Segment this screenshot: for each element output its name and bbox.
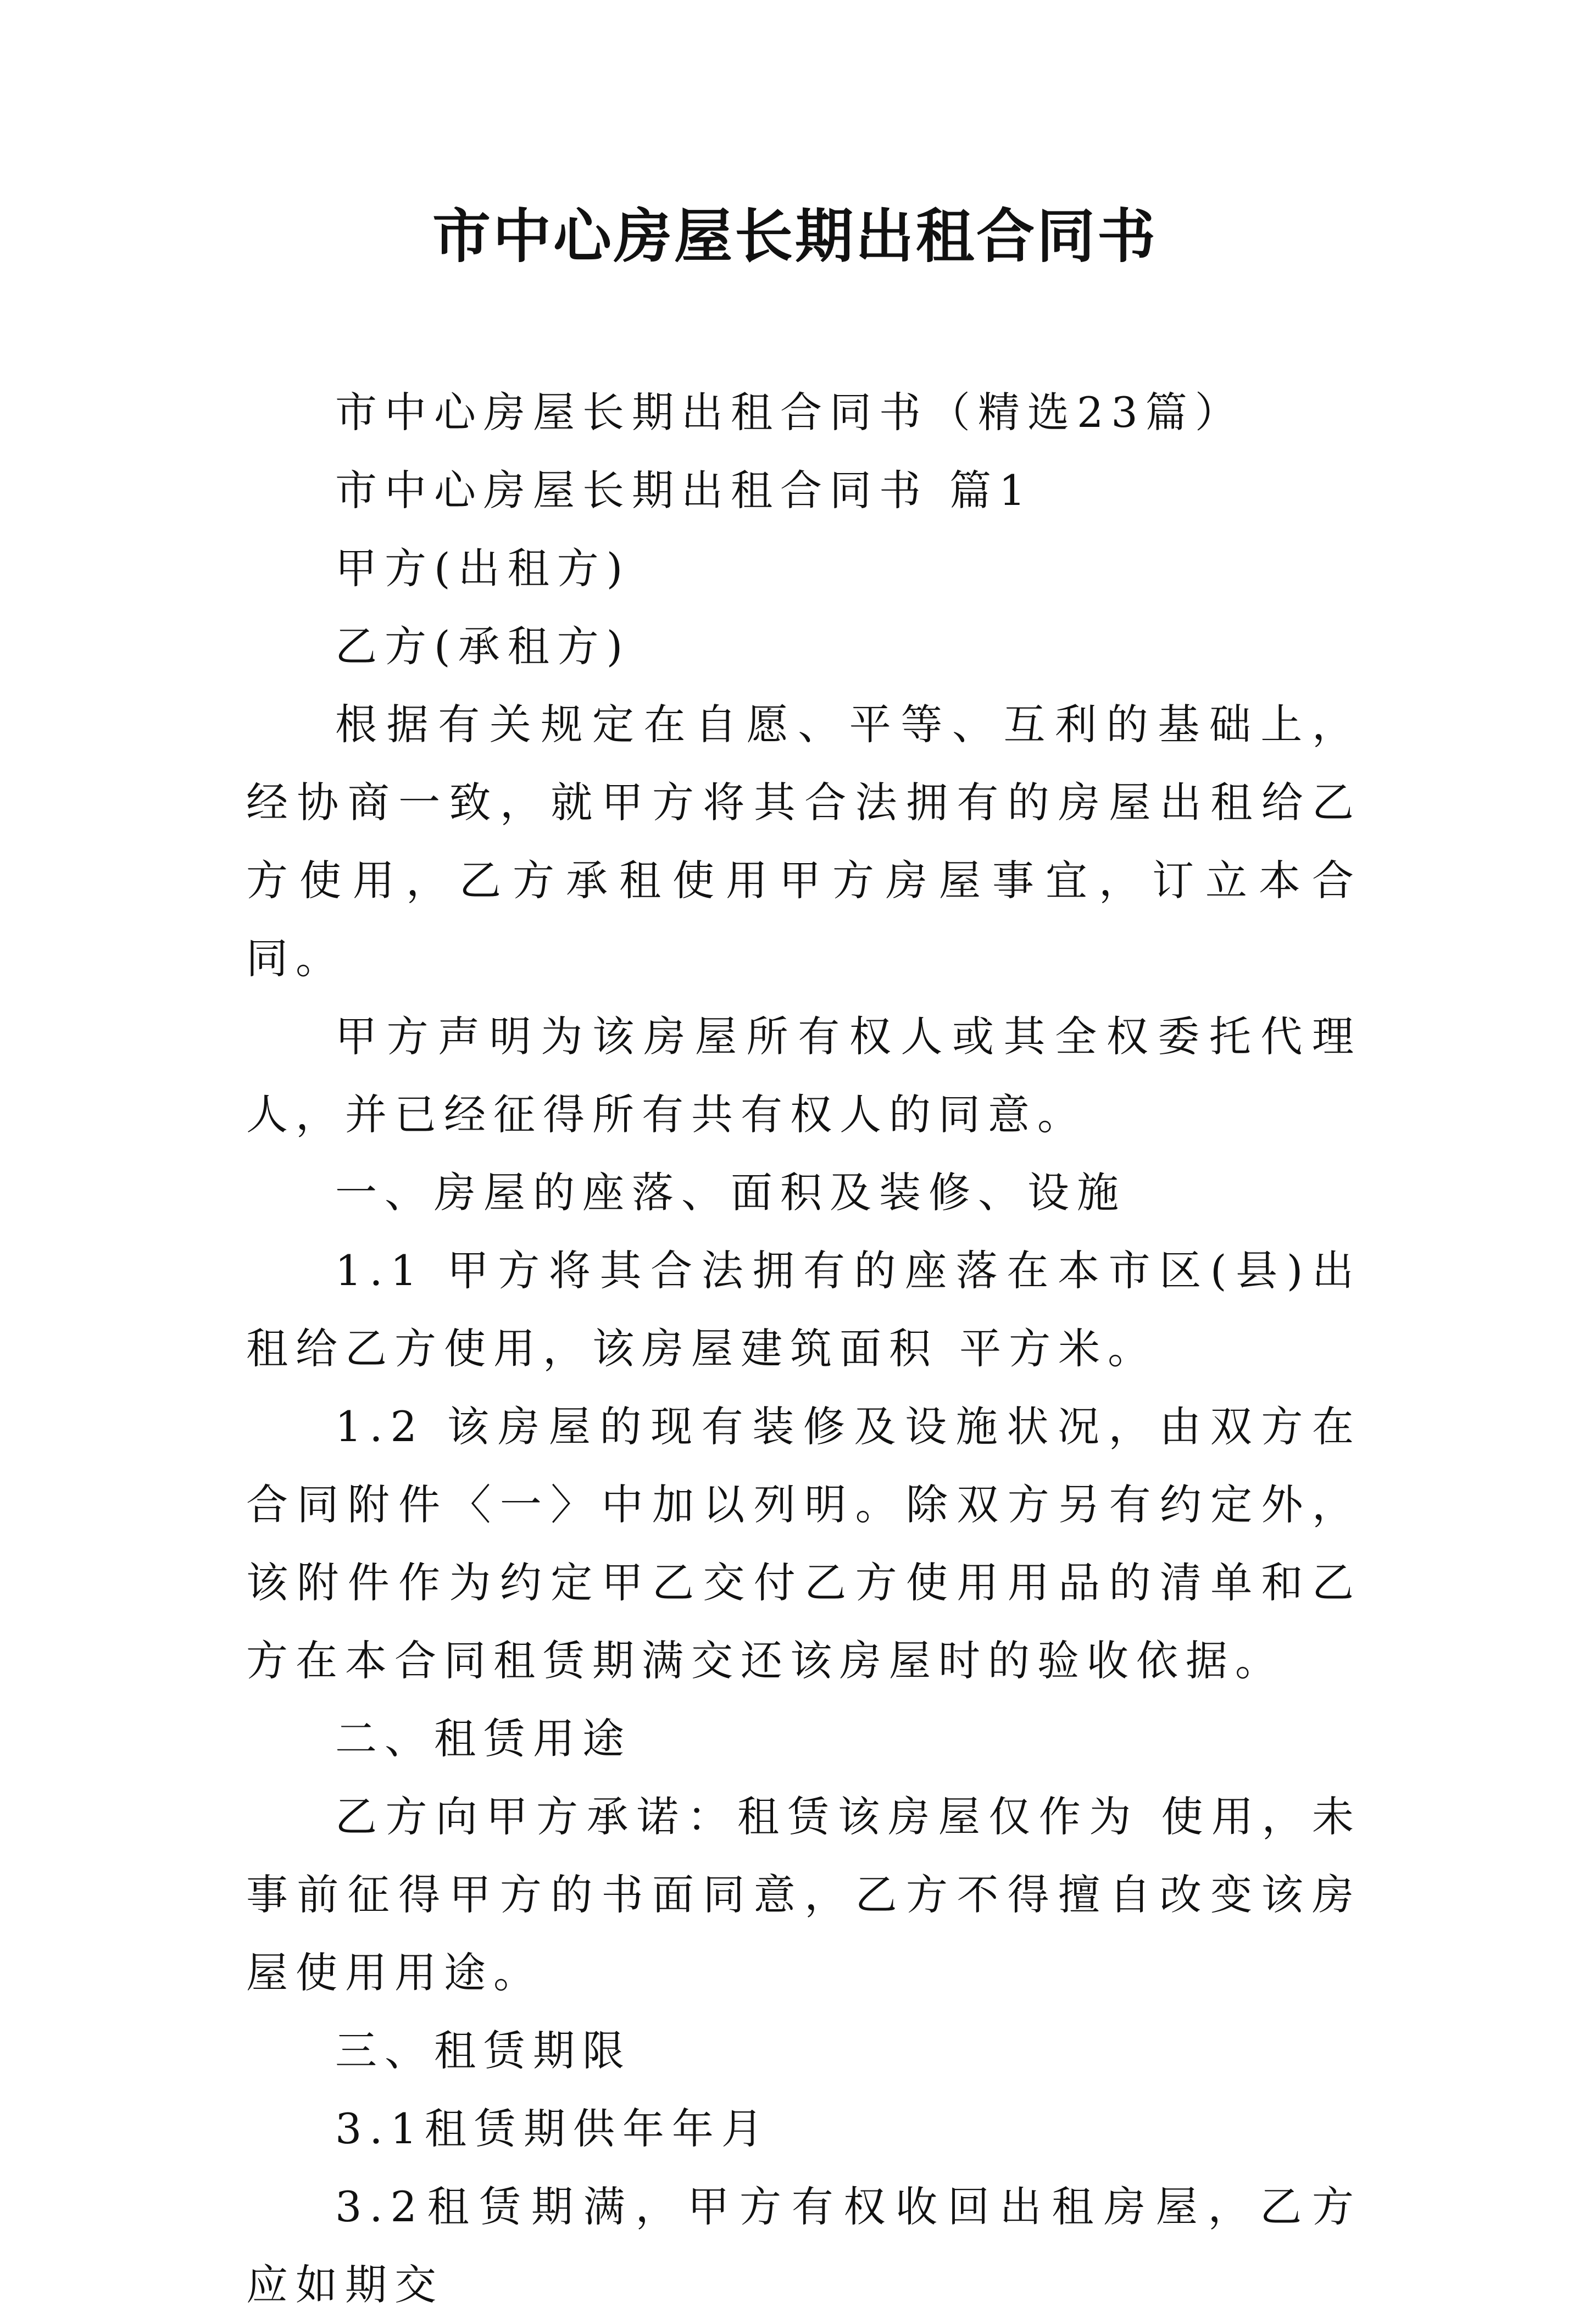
paragraph-clause-2-heading: 二、租赁用途 [335,1714,632,1763]
paragraph-declaration: 甲方声明为该房屋所有权人或其全权委托代理人，并已经征得所有共有权人的同意。 [246,1012,1361,1139]
paragraph-clause-1-heading: 一、房屋的座落、面积及装修、设施 [335,1168,1126,1217]
paragraph-party-a: 甲方(出租方) [335,544,631,593]
paragraph-clause-3-heading: 三、租赁期限 [335,2026,632,2075]
document-title: 市中心房屋长期出租合同书 [432,202,1158,270]
paragraph-section-heading: 市中心房屋长期出租合同书 篇1 [335,466,1033,515]
paragraph-clause-1-1: 1.1 甲方将其合法拥有的座落在本市区(县)出租给乙方使用，该房屋建筑面积 平方米。 [246,1246,1361,1373]
paragraph-collection-title: 市中心房屋长期出租合同书（精选23篇） [335,388,1244,437]
paragraph-party-b: 乙方(承租方) [335,622,631,671]
paragraph-preamble: 根据有关规定在自愿、平等、互利的基础上，经协商一致，就甲方将其合法拥有的房屋出租给乙方使用，乙方承租使用甲方房屋事宜，订立本合同。 [246,700,1361,983]
paragraph-clause-3-1: 3.1租赁期供年年月 [335,2104,771,2153]
paragraph-clause-2-body: 乙方向甲方承诺：租赁该房屋仅作为 使用，未事前征得甲方的书面同意，乙方不得擅自改变该房屋使用用途。 [246,1792,1361,1997]
document-body [246,374,1361,2324]
paragraph-clause-1-2: 1.2 该房屋的现有装修及设施状况，由双方在合同附件〈一〉中加以列明。除双方另有约定外，该附件作为约定甲乙交付乙方使用用品的清单和乙方在本合同租赁期满交还该房屋时的验收依据。 [246,1402,1361,1685]
paragraph-clause-3-2: 3.2租赁期满，甲方有权收回出租房屋，乙方应如期交 [246,2182,1361,2309]
